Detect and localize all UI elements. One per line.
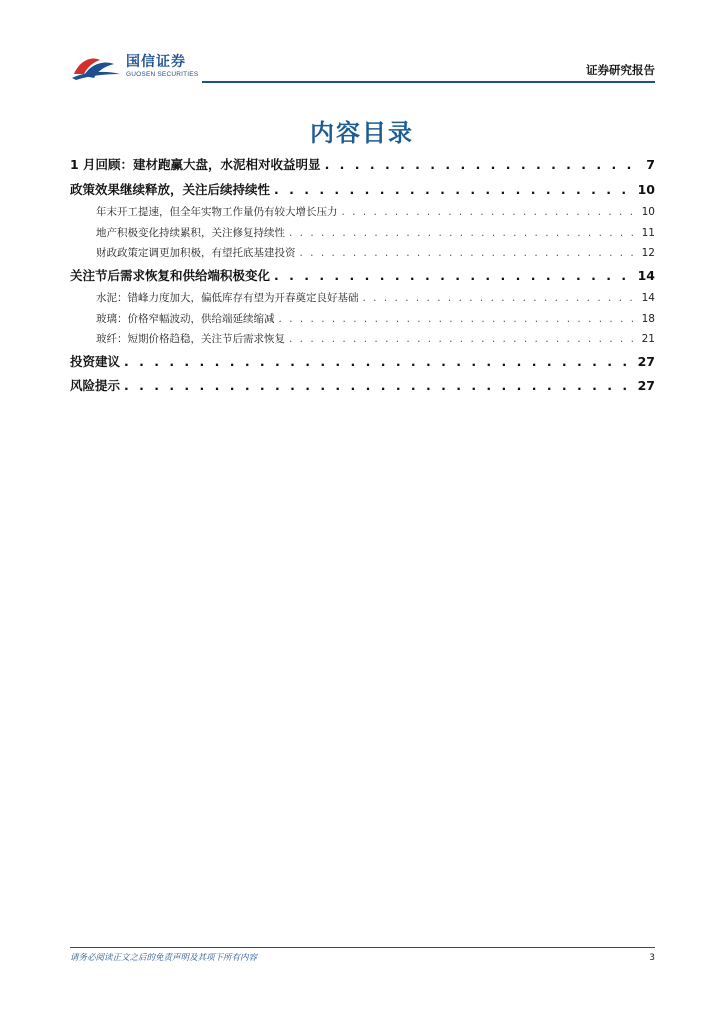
toc-entry-label: 投资建议 — [70, 353, 121, 369]
toc-entry-page: 14 — [641, 292, 655, 304]
page-number: 3 — [649, 953, 655, 963]
toc-entry-label: 玻璃：价格窄幅波动，供给端延续缩减 — [96, 312, 275, 325]
disclaimer-note: 请务必阅读正文之后的免责声明及其项下所有内容 — [70, 953, 258, 963]
toc-entry-page: 7 — [646, 157, 655, 172]
page-header — [70, 50, 655, 86]
toc-subsection-entry[interactable] — [70, 309, 655, 330]
toc-entry-page: 27 — [637, 378, 655, 393]
toc-dot-leader — [274, 264, 634, 289]
toc-entry-page: 27 — [637, 353, 655, 369]
toc-entry-page: 12 — [641, 247, 655, 259]
toc-entry-label: 关注节后需求恢复和供给端积极变化 — [70, 267, 271, 283]
company-logo — [70, 52, 198, 82]
toc-dot-leader — [274, 178, 634, 203]
toc-entry-label: 1 月回顾：建材跑赢大盘，水泥相对收益明显 — [70, 157, 321, 172]
toc-entry-page: 18 — [641, 312, 655, 325]
toc-section-entry[interactable] — [70, 350, 655, 375]
toc-entry-label: 玻纤：短期价格趋稳，关注节后需求恢复 — [96, 333, 285, 345]
header-divider — [202, 81, 655, 83]
toc-title: 内容目录 — [310, 119, 414, 147]
toc-subsection-entry[interactable] — [70, 288, 655, 309]
toc-dot-leader — [300, 243, 638, 264]
footer-divider — [70, 947, 655, 948]
toc-entry-label: 水泥：错峰力度加大，偏低库存有望为开春奠定良好基础 — [96, 292, 359, 304]
toc-subsection-entry[interactable] — [70, 243, 655, 264]
toc-section-entry[interactable] — [70, 264, 655, 289]
toc-dot-leader — [124, 350, 634, 375]
toc-dot-leader — [289, 329, 638, 350]
toc-entry-label: 财政政策定调更加积极，有望托底基建投资 — [96, 247, 296, 259]
toc-entry-label: 政策效果继续释放，关注后续持续性 — [70, 181, 271, 197]
toc-dot-leader — [342, 202, 638, 223]
toc-subsection-entry[interactable] — [70, 202, 655, 223]
toc-entry-label: 风险提示 — [70, 378, 121, 393]
toc-section-entry[interactable] — [70, 178, 655, 203]
toc-subsection-entry[interactable] — [70, 329, 655, 350]
toc-section-entry[interactable] — [70, 374, 655, 399]
toc-entry-label: 地产积极变化持续累积，关注修复持续性 — [96, 226, 285, 239]
toc-section-entry[interactable] — [70, 153, 655, 178]
toc-dot-leader — [363, 288, 638, 309]
toc-subsection-entry[interactable] — [70, 223, 655, 244]
toc-entry-page: 11 — [641, 226, 655, 239]
toc-entry-page: 10 — [641, 206, 655, 218]
toc-entry-label: 年末开工提速，但全年实物工作量仍有较大增长压力 — [96, 206, 338, 218]
toc-dot-leader — [124, 374, 634, 399]
report-type-label: 证券研究报告 — [586, 63, 655, 77]
guosen-logo-icon — [70, 52, 122, 82]
toc-entry-page: 21 — [641, 333, 655, 345]
toc-dot-leader — [289, 223, 638, 244]
logo-text — [126, 55, 198, 79]
toc-dot-leader — [279, 309, 638, 330]
logo-chinese-name: 国信证券 — [126, 54, 186, 71]
table-of-contents — [70, 153, 655, 399]
logo-english-name: GUOSEN SECURITIES — [126, 71, 199, 79]
toc-entry-page: 14 — [637, 267, 655, 283]
toc-entry-page: 10 — [637, 181, 655, 197]
toc-dot-leader — [325, 153, 643, 178]
